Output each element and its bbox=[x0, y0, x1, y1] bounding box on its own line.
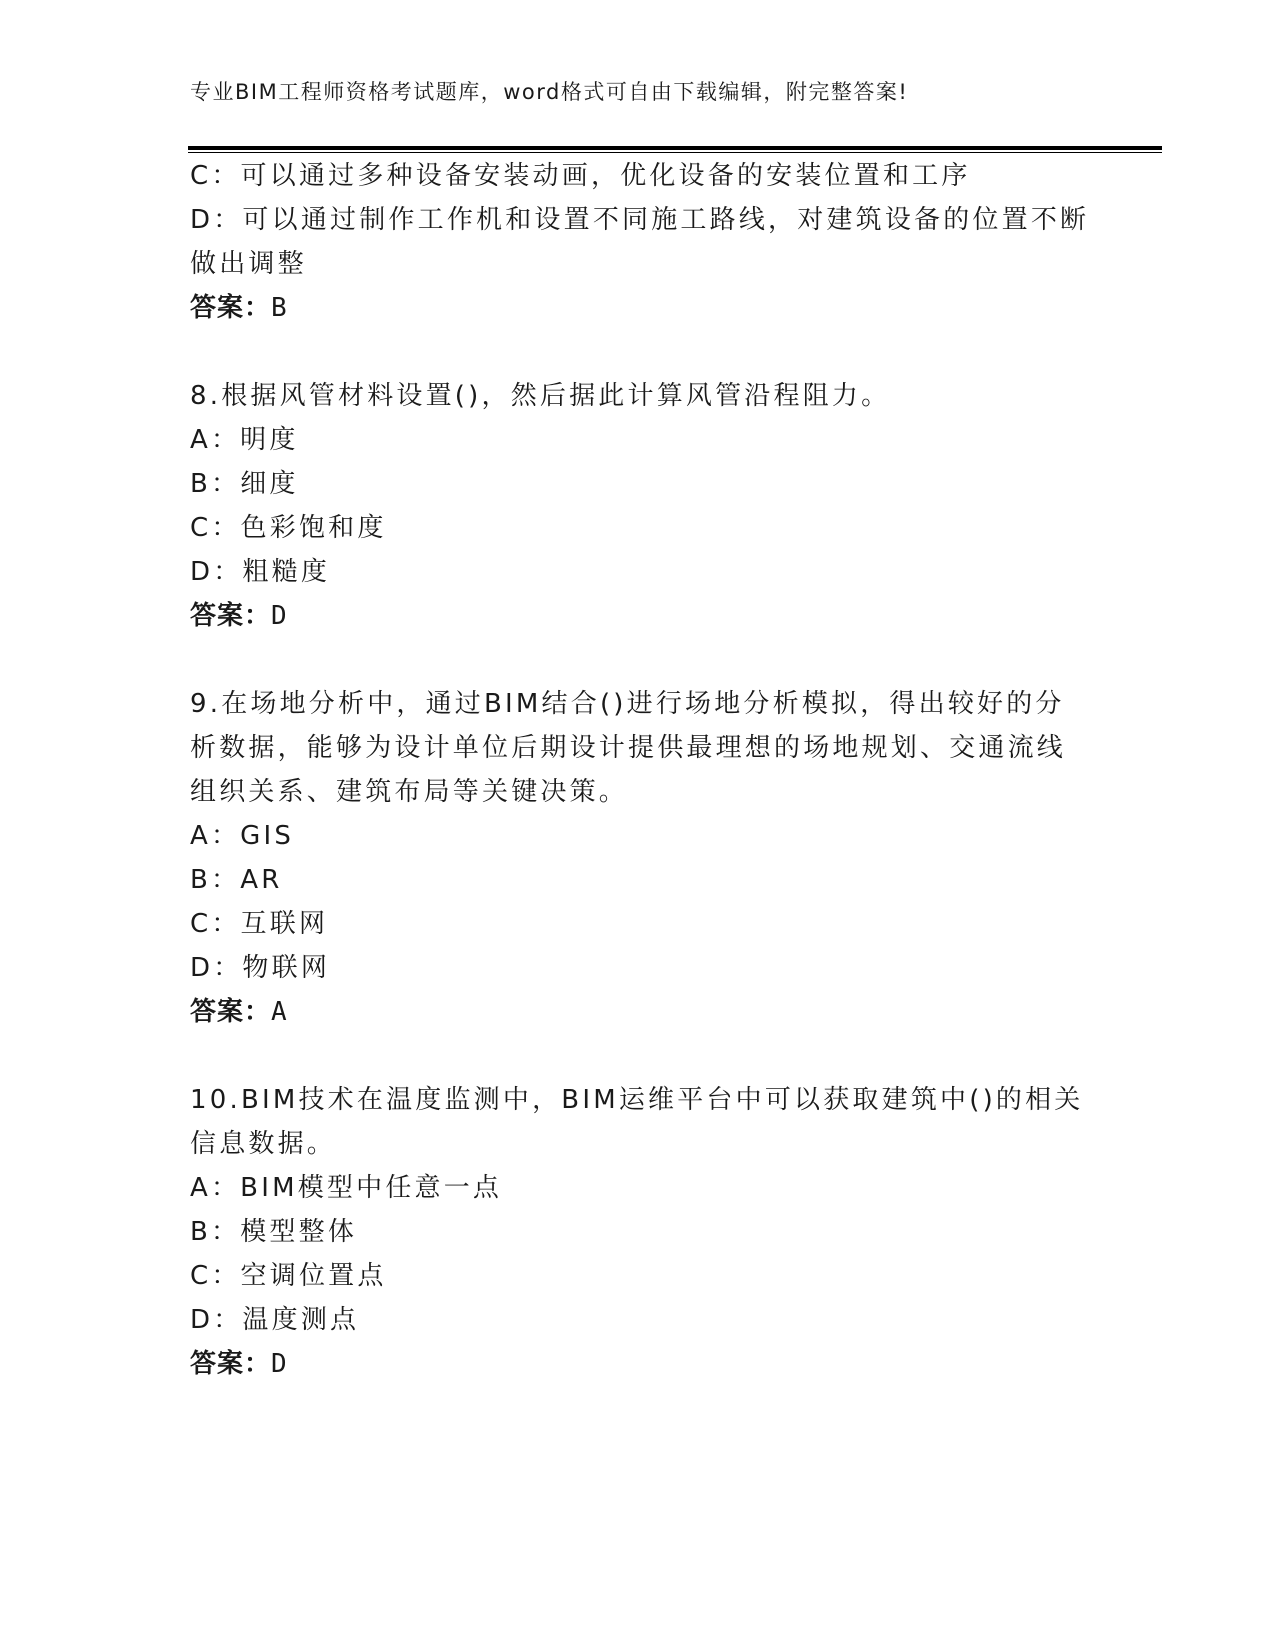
q7-option-d-line2: 做出调整 bbox=[190, 249, 307, 279]
q10-option-a: A：BIM模型中任意一点 bbox=[190, 1173, 503, 1203]
page-header: 专业BIM工程师资格考试题库，word格式可自由下载编辑，附完整答案! bbox=[190, 80, 909, 104]
q9-option-c: C：互联网 bbox=[190, 909, 329, 939]
header-rule-thin bbox=[188, 152, 1162, 153]
q7-option-d-line1: D：可以通过制作工作机和设置不同施工路线，对建筑设备的位置不断 bbox=[190, 205, 1090, 235]
q9-stem-line1: 9.在场地分析中，通过BIM结合()进行场地分析模拟，得出较好的分 bbox=[190, 689, 1065, 719]
q8-stem: 8.根据风管材料设置()，然后据此计算风管沿程阻力。 bbox=[190, 381, 891, 411]
q10-stem-line2: 信息数据。 bbox=[190, 1129, 337, 1159]
q10-stem-line1: 10.BIM技术在温度监测中，BIM运维平台中可以获取建筑中()的相关 bbox=[190, 1085, 1084, 1115]
q8-option-d: D：粗糙度 bbox=[190, 557, 331, 587]
answer-value: A bbox=[271, 997, 287, 1027]
q8-option-b: B：细度 bbox=[190, 469, 299, 499]
q9-option-a: A：GIS bbox=[190, 821, 295, 851]
q9-option-d: D：物联网 bbox=[190, 953, 331, 983]
q8-option-a: A：明度 bbox=[190, 425, 299, 455]
answer-label: 答案： bbox=[190, 997, 272, 1027]
q7-answer bbox=[190, 292, 287, 324]
answer-value: D bbox=[271, 1349, 287, 1379]
answer-value: D bbox=[271, 601, 287, 631]
answer-value: B bbox=[271, 293, 287, 323]
q10-option-d: D：温度测点 bbox=[190, 1305, 360, 1335]
q8-option-c: C：色彩饱和度 bbox=[190, 513, 387, 543]
q10-option-c: C：空调位置点 bbox=[190, 1261, 387, 1291]
q9-option-b: B：AR bbox=[190, 865, 283, 895]
q9-answer bbox=[190, 996, 287, 1028]
q10-answer bbox=[190, 1348, 287, 1380]
q9-stem-line2: 析数据，能够为设计单位后期设计提供最理想的场地规划、交通流线 bbox=[190, 733, 1067, 763]
answer-label: 答案： bbox=[190, 1349, 272, 1379]
answer-label: 答案： bbox=[190, 293, 272, 323]
header-rule-thick bbox=[188, 146, 1162, 150]
q10-option-b: B：模型整体 bbox=[190, 1217, 358, 1247]
answer-label: 答案： bbox=[190, 601, 272, 631]
q7-option-c: C：可以通过多种设备安装动画，优化设备的安装位置和工序 bbox=[190, 161, 971, 191]
q8-answer bbox=[190, 600, 287, 632]
q9-stem-line3: 组织关系、建筑布局等关键决策。 bbox=[190, 777, 629, 807]
